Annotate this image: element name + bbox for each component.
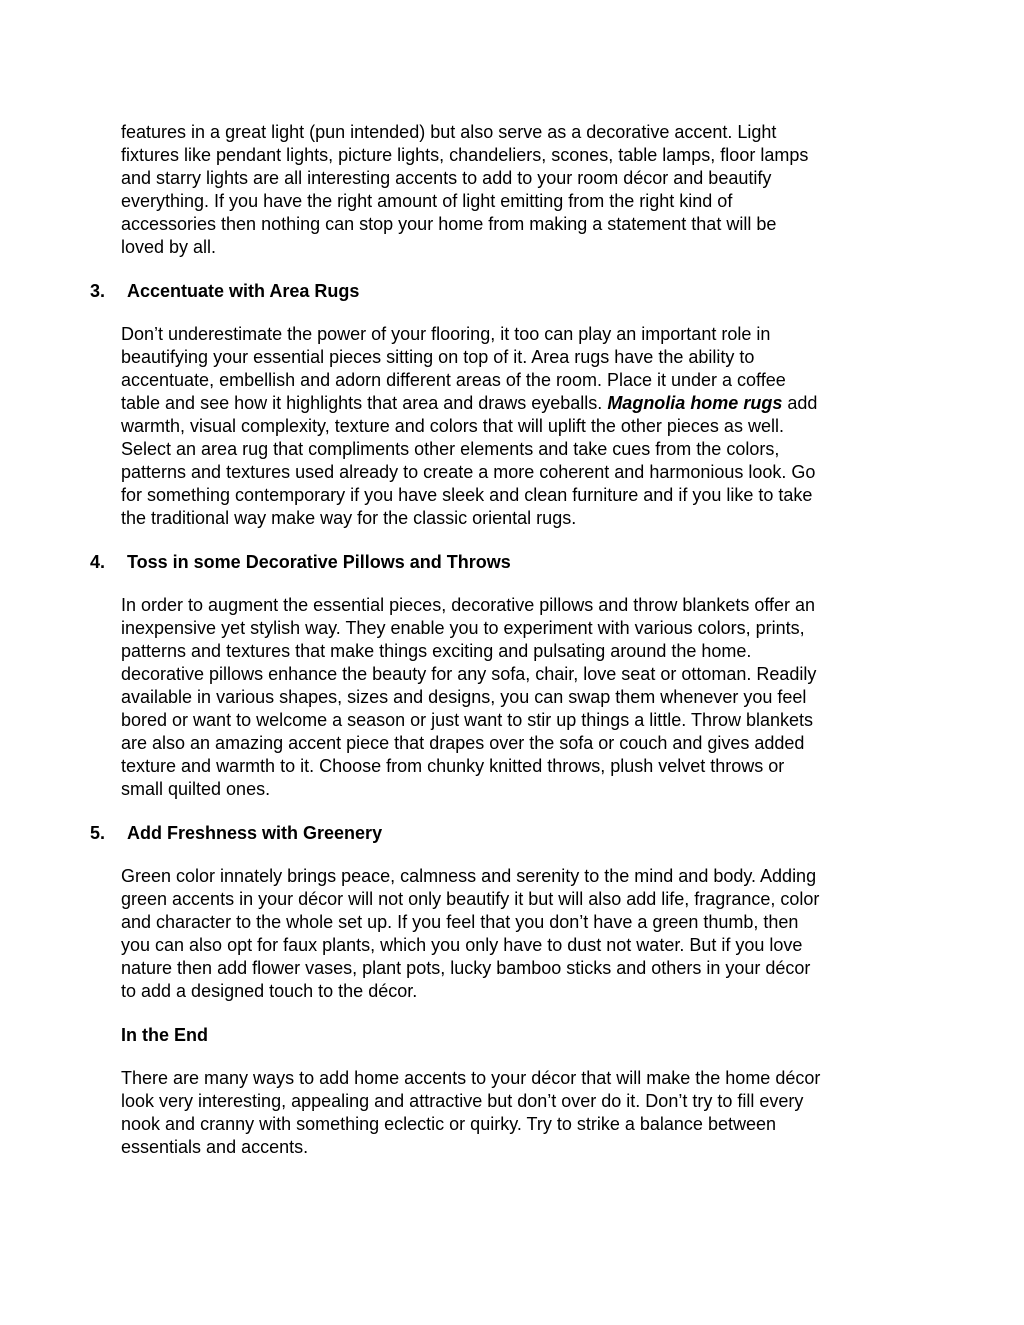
text-line: are also an amazing accent piece that drapes over the sofa or couch and gives added xyxy=(121,733,805,753)
text-line: you can also opt for faux plants, which you only have to dust not water. But if you love xyxy=(121,935,803,955)
text-line: features in a great light (pun intended) but also serve as a decorative accent. Light xyxy=(121,122,777,142)
text-line: and character to the whole set up. If you feel that you don’t have a green thumb, then xyxy=(121,912,799,932)
section-title: Accentuate with Area Rugs xyxy=(127,281,360,301)
text-line: accentuate, embellish and adorn different areas of the room. Place it under a coffee xyxy=(121,370,786,390)
text-line: look very interesting, appealing and attractive but don’t over do it. Don’t try to fill every xyxy=(121,1091,804,1111)
intro-paragraph xyxy=(121,121,911,259)
text-line: loved by all. xyxy=(121,237,217,257)
text-line: nature then add flower vases, plant pots, lucky bamboo sticks and others in your décor xyxy=(121,958,811,978)
text-line: patterns and textures used already to create a more coherent and harmonious look. Go xyxy=(121,462,816,482)
text-line: small quilted ones. xyxy=(121,779,271,799)
text-line: Don’t underestimate the power of your flooring, it too can play an important role in xyxy=(121,324,771,344)
conclusion-heading: In the End xyxy=(121,1025,208,1045)
text-line: inexpensive yet stylish way. They enable you to experiment with various colors, prints, xyxy=(121,618,805,638)
text-line: available in various shapes, sizes and designs, you can swap them whenever you feel xyxy=(121,687,807,707)
text-line: and starry lights are all interesting accents to add to your room décor and beautify xyxy=(121,168,772,188)
section-5-paragraph xyxy=(121,865,911,1003)
text-line: essentials and accents. xyxy=(121,1137,309,1157)
text-line: There are many ways to add home accents to your décor that will make the home décor xyxy=(121,1068,821,1088)
text-line: fixtures like pendant lights, picture lights, chandeliers, scones, table lamps, floor lamps xyxy=(121,145,809,165)
text-line: bored or want to welcome a season or just want to stir up things a little. Throw blankets xyxy=(121,710,814,730)
text-line: texture and warmth to it. Choose from chunky knitted throws, plush velvet throws or xyxy=(121,756,785,776)
section-title: Toss in some Decorative Pillows and Throws xyxy=(127,552,511,572)
text-segment: add xyxy=(782,393,818,413)
section-4-paragraph xyxy=(121,594,911,801)
text-line: warmth, visual complexity, texture and colors that will uplift the other pieces as well. xyxy=(121,416,784,436)
text-line: for something contemporary if you have sleek and clean furniture and if you like to take xyxy=(121,485,813,505)
text-line xyxy=(121,392,911,415)
section-number: 5. xyxy=(90,823,106,843)
text-line: Select an area rug that compliments other elements and take cues from the colors, xyxy=(121,439,780,459)
text-line: decorative pillows enhance the beauty for any sofa, chair, love seat or ottoman. Readily xyxy=(121,664,817,684)
text-line: In order to augment the essential pieces, decorative pillows and throw blankets offer an xyxy=(121,595,816,615)
text-line: accessories then nothing can stop your home from making a statement that will be xyxy=(121,214,777,234)
text-segment: table and see how it highlights that area and draws eyeballs. xyxy=(121,393,608,413)
text-line: beautifying your essential pieces sitting on top of it. Area rugs have the ability to xyxy=(121,347,755,367)
conclusion-paragraph xyxy=(121,1067,911,1159)
text-line: patterns and textures that make things exciting and pulsating around the home. xyxy=(121,641,752,661)
text-line: to add a designed touch to the décor. xyxy=(121,981,418,1001)
text-line: nook and cranny with something eclectic or quirky. Try to strike a balance between xyxy=(121,1114,776,1134)
text-line: everything. If you have the right amount of light emitting from the right kind of xyxy=(121,191,733,211)
text-line: Green color innately brings peace, calmness and serenity to the mind and body. Adding xyxy=(121,866,817,886)
text-line: the traditional way make way for the classic oriental rugs. xyxy=(121,508,577,528)
section-number: 3. xyxy=(90,281,106,301)
section-title: Add Freshness with Greenery xyxy=(127,823,383,843)
section-number: 4. xyxy=(90,552,106,572)
brand-link-text: Magnolia home rugs xyxy=(607,393,783,413)
section-3-paragraph xyxy=(121,323,911,530)
text-line: green accents in your décor will not only beautify it but will also add life, fragrance, color xyxy=(121,889,820,909)
